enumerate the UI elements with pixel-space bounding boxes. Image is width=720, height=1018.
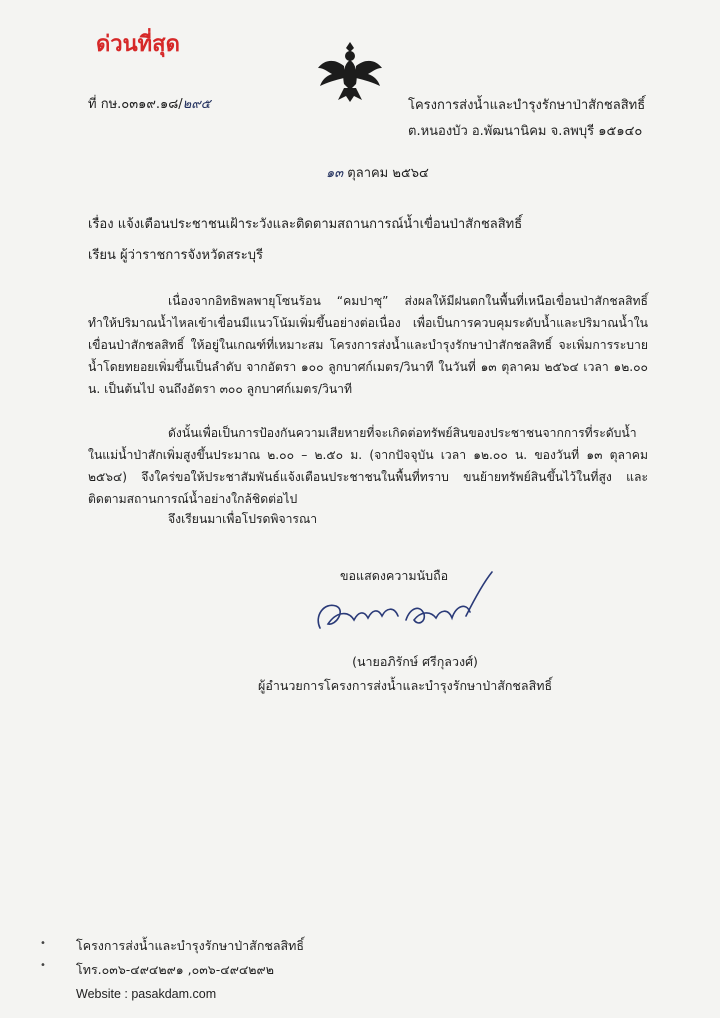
sender-address	[408, 93, 645, 145]
letter-date	[326, 162, 429, 183]
document-number-prefix: ที่ กษ.๐๓๑๙.๑๘/	[88, 97, 183, 112]
letter-footer	[76, 934, 304, 1006]
margin-mark: •	[40, 938, 46, 949]
letter-subject: เรื่อง แจ้งเตือนประชาชนเฝ้าระวังและติดตามสถานการณ์น้ำเขื่อนป่าสักชลสิทธิ์	[88, 217, 523, 232]
footer-website: Website : pasakdam.com	[76, 987, 217, 1001]
document-number-handwritten: ๒๙๕	[182, 97, 211, 112]
closing-phrase: ขอแสดงความนับถือ	[340, 568, 449, 583]
signatory-position: ผู้อำนวยการโครงการส่งน้ำและบำรุงรักษาป่าสักชลสิทธิ์	[258, 678, 553, 693]
signatory-name: (นายอภิรักษ์ ศรีกุลวงศ์)	[352, 654, 478, 669]
footer-org: โครงการส่งน้ำและบำรุงรักษาป่าสักชลสิทธิ์	[76, 938, 305, 953]
handwritten-signature	[306, 566, 496, 646]
footer-phone: โทร.๐๓๖-๔๙๔๒๙๑ ,๐๓๖-๔๙๔๒๙๒	[76, 962, 274, 977]
document-number	[88, 93, 211, 114]
sender-org-address: ต.หนองบัว อ.พัฒนานิคม จ.ลพบุรี ๑๕๑๔๐	[408, 124, 643, 139]
date-month-year: ตุลาคม ๒๕๖๔	[347, 166, 429, 181]
sender-org-name: โครงการส่งน้ำและบำรุงรักษาป่าสักชลสิทธิ์	[408, 98, 646, 113]
garuda-emblem-icon	[314, 38, 386, 104]
body-paragraph-3: จึงเรียนมาเพื่อโปรดพิจารณา	[168, 512, 318, 526]
body-paragraph-2: ดังนั้นเพื่อเป็นการป้องกันความเสียหายที่จะเกิดต่อทรัพย์สินของประชาชนจากการที่ระดับน้ำในแม่น้ำป่าสักเพิ่มสูงขึ้นประมาณ ๒.๐๐ – ๒.๕๐ ม. (จากปัจจุบัน เวลา ๑๒.๐๐ น. ของวันที่ ๑๓ ตุลาคม ๒๕๖๔) จึงใคร่ขอให้ประชาสัมพันธ์แจ้งเตือนประชาชนในพื้นที่ทราบ ขนย้ายทรัพย์สินขึ้นไว้ในที่สูง และติดตามสถานการณ์น้ำอย่างใกล้ชิดต่อไป	[88, 426, 648, 506]
date-day-handwritten: ๑๓	[326, 166, 344, 181]
letter-recipient: เรียน ผู้ว่าราชการจังหวัดสระบุรี	[88, 248, 263, 263]
margin-mark: •	[40, 960, 46, 971]
urgent-stamp: ด่วนที่สุด	[96, 32, 180, 57]
body-paragraph-1: เนื่องจากอิทธิพลพายุโซนร้อน “คมปาซุ” ส่งผลให้มีฝนตกในพื้นที่เหนือเขื่อนป่าสักชลสิทธิ์ ทำให้ปริมาณน้ำไหลเข้าเขื่อนมีแนวโน้มเพิ่มขึ้นอย่างต่อเนื่อง เพื่อเป็นการควบคุมระดับน้ำและปริมาณน้ำในเขื่อนป่าสักชลสิทธิ์ ให้อยู่ในเกณฑ์ที่เหมาะสม โครงการส่งน้ำและบำรุงรักษาป่าสักชลสิทธิ์ จะเพิ่มการระบายน้ำโดยทยอยเพิ่มขึ้นเป็นลำดับ จากอัตรา ๑๐๐ ลูกบาศก์เมตร/วินาที ในวันที่ ๑๓ ตุลาคม ๒๕๖๔ เวลา ๑๒.๐๐ น. เป็นต้นไป จนถึงอัตรา ๓๐๐ ลูกบาศก์เมตร/วินาที	[88, 294, 648, 396]
